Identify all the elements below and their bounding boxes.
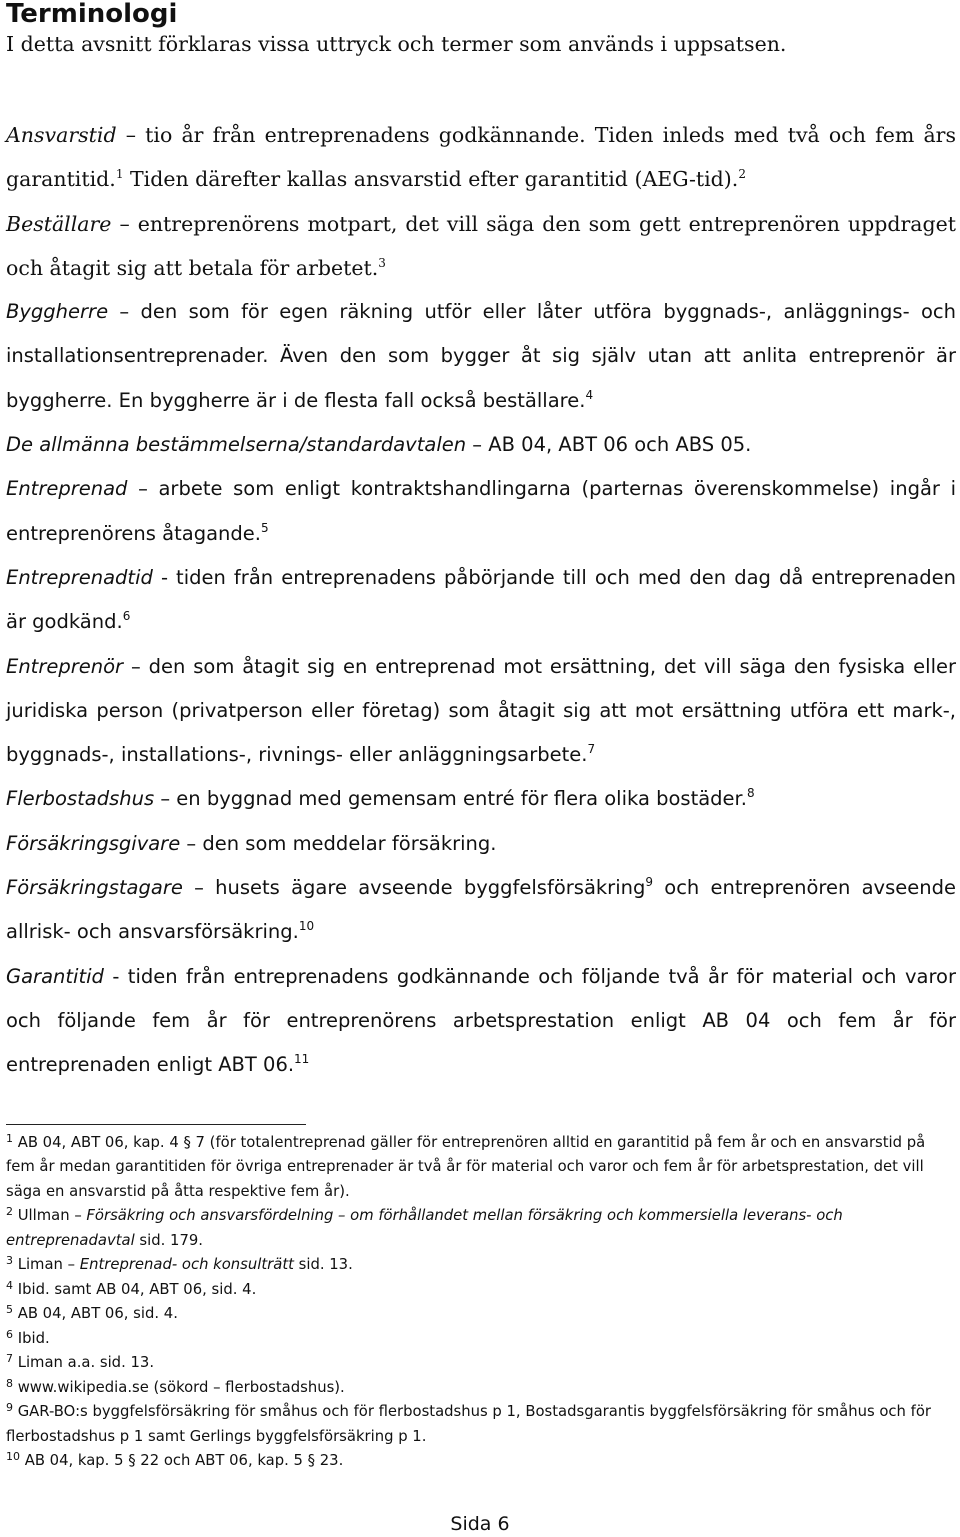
- footnote-number: 3: [6, 1254, 13, 1268]
- footnote-number: 10: [6, 1450, 20, 1464]
- document-page: [6, 0, 956, 1474]
- term-entreprenadtid: Entreprenadtid: [6, 565, 153, 589]
- footnote-text: www.wikipedia.se (sökord – flerbostadshus).: [13, 1378, 345, 1396]
- footnotes: [6, 1131, 956, 1474]
- term-entreprenor: Entreprenör: [6, 654, 124, 678]
- footnote-number: 6: [6, 1327, 13, 1341]
- footnote-number: 8: [6, 1376, 13, 1390]
- footnote-text: AB 04, kap. 5 § 22 och ABT 06, kap. 5 § 23.: [20, 1452, 344, 1470]
- footnote-1: [6, 1131, 956, 1205]
- footnote-3: [6, 1253, 956, 1278]
- footnote-ref: 10: [298, 919, 315, 934]
- footnote-text: GAR-BO:s byggfelsförsäkring för småhus och för flerbostadshus p 1, Bostadsgarantis byggfelsförsäkring för småhus och för flerbostadshus p 1 samt Gerlings byggfelsförsäkring p 1.: [6, 1403, 931, 1445]
- definition-standardavtalen: [6, 423, 956, 467]
- footnote-2: [6, 1204, 956, 1253]
- footnote-title: Försäkring och ansvarsfördelning – om förhållandet mellan försäkring och kommersiella leverans- och entreprenadavtal: [6, 1207, 843, 1249]
- definitions-list: [6, 113, 956, 1088]
- definition-entreprenadtid: [6, 556, 956, 645]
- footnote-ref: 9: [645, 875, 653, 890]
- footnote-number: 4: [6, 1278, 13, 1292]
- definition-ansvarstid: [6, 113, 956, 202]
- footnote-text: AB 04, ABT 06, kap. 4 § 7 (för totalentreprenad gäller för entreprenören alltid en garantitid på fem år och en ansvarstid på fem år medan garantitiden för övriga entreprenader är två år för material och varor och fem år för arbetsprestation, det vill säga en ansvarstid på åtta respektive fem år).: [6, 1133, 926, 1200]
- footnote-text: Liman a.a. sid. 13.: [13, 1354, 155, 1372]
- footnote-number: 1: [6, 1131, 13, 1145]
- definition-text: Tiden därefter kallas ansvarstid efter garantitid (AEG-tid).: [123, 167, 739, 192]
- footnote-ref: 5: [260, 520, 269, 535]
- footnote-ref: 3: [378, 255, 386, 270]
- footnote-4: [6, 1278, 956, 1303]
- footnote-9: [6, 1400, 956, 1449]
- section-heading: Terminologi: [6, 0, 178, 29]
- footnote-5: [6, 1302, 956, 1327]
- definition-flerbostadshus: [6, 777, 956, 821]
- definition-text: – AB 04, ABT 06 och ABS 05.: [466, 433, 752, 457]
- footnote-separator: [6, 1124, 306, 1125]
- definition-forsakringsgivare: [6, 822, 956, 866]
- definition-text: – en byggnad med gemensam entré för flera olika bostäder.: [154, 787, 747, 811]
- definition-text: – den som åtagit sig en entreprenad mot ersättning, det vill säga den fysiska eller juridiska person (privatperson eller företag) som åtagit sig att mot ersättning utföra ett mark-, byggnads-, installations-, rivnings- eller anläggningsarbete.: [6, 654, 956, 767]
- definition-garantitid: [6, 955, 956, 1088]
- term-standardavtalen: De allmänna bestämmelserna/standardavtalen: [6, 433, 467, 457]
- footnote-number: 9: [6, 1401, 13, 1415]
- footnote-ref: 8: [746, 786, 755, 801]
- footnote-ref: 4: [585, 387, 594, 402]
- footnote-7: [6, 1351, 956, 1376]
- term-flerbostadshus: Flerbostadshus: [6, 787, 155, 811]
- page-number: Sida 6: [450, 1513, 510, 1535]
- footnote-text: sid. 179.: [134, 1231, 203, 1249]
- footnote-number: 5: [6, 1303, 13, 1317]
- footnote-number: 7: [6, 1352, 13, 1366]
- footnote-ref: 7: [587, 742, 596, 757]
- definition-text: - tiden från entreprenadens påbörjande till och med den dag då entreprenaden är godkänd.: [6, 565, 956, 634]
- definition-text: – arbete som enligt kontraktshandlingarna (parternas överenskommelse) ingår i entreprenörens åtagande.: [6, 477, 956, 545]
- definition-bestallare: [6, 202, 956, 291]
- footnote-text: AB 04, ABT 06, sid. 4.: [13, 1305, 178, 1323]
- footnote-number: 2: [6, 1205, 13, 1219]
- term-forsakringsgivare: Försäkringsgivare: [6, 831, 181, 855]
- footnote-title: Entreprenad- och konsulträtt: [79, 1256, 294, 1274]
- definition-text: - tiden från entreprenadens godkännande och följande två år för material och varor och följande fem år för entreprenörens arbetsprestation enligt AB 04 och fem år för entreprenaden enligt ABT 06.: [6, 964, 956, 1077]
- term-garantitid: Garantitid: [6, 964, 104, 988]
- definition-text: – husets ägare avseende byggfelsförsäkring: [182, 876, 646, 900]
- footnote-text: Ibid. samt AB 04, ABT 06, sid. 4.: [13, 1280, 257, 1298]
- intro-text: I detta avsnitt förklaras vissa uttryck och termer som används i uppsatsen.: [6, 32, 787, 56]
- definition-text: och entreprenören avseende allrisk- och ansvarsförsäkring.: [6, 876, 956, 944]
- definition-entreprenor: [6, 645, 956, 778]
- definition-text: – den som för egen räkning utför eller låter utföra byggnads-, anläggnings- och installationsentreprenader. Även den som bygger åt sig själv utan att anlita entreprenör är byggherre. En byggherre är i de flesta fall också beställare.: [6, 300, 956, 412]
- footnote-text: Liman –: [13, 1256, 80, 1274]
- footnote-ref: 1: [115, 167, 124, 182]
- definition-byggherre: [6, 290, 956, 423]
- footnote-text: Ullman –: [13, 1207, 87, 1225]
- definition-text: – entreprenörens motpart, det vill säga den som gett entreprenören uppdraget och åtagit sig att betala för arbetet.: [6, 211, 956, 280]
- term-ansvarstid: Ansvarstid: [6, 123, 117, 147]
- footnote-ref: 6: [122, 609, 131, 624]
- definition-entreprenad: [6, 467, 956, 556]
- definition-forsakringstagare: [6, 866, 956, 955]
- term-forsakringstagare: Försäkringstagare: [6, 876, 183, 900]
- term-bestallare: Beställare: [6, 211, 112, 236]
- definition-text: – den som meddelar försäkring.: [180, 831, 497, 855]
- definition-text: – tio år från entreprenadens godkännande. Tiden inleds med två och fem års garantitid.: [6, 123, 956, 192]
- footnote-ref: 2: [738, 167, 746, 182]
- footnote-text: Ibid.: [13, 1329, 50, 1347]
- footnote-text: sid. 13.: [293, 1256, 353, 1274]
- footnote-8: [6, 1376, 956, 1401]
- footnote-6: [6, 1327, 956, 1352]
- footnote-ref: 11: [294, 1052, 310, 1067]
- footnote-10: [6, 1449, 956, 1474]
- term-byggherre: Byggherre: [6, 300, 109, 324]
- term-entreprenad: Entreprenad: [6, 477, 128, 501]
